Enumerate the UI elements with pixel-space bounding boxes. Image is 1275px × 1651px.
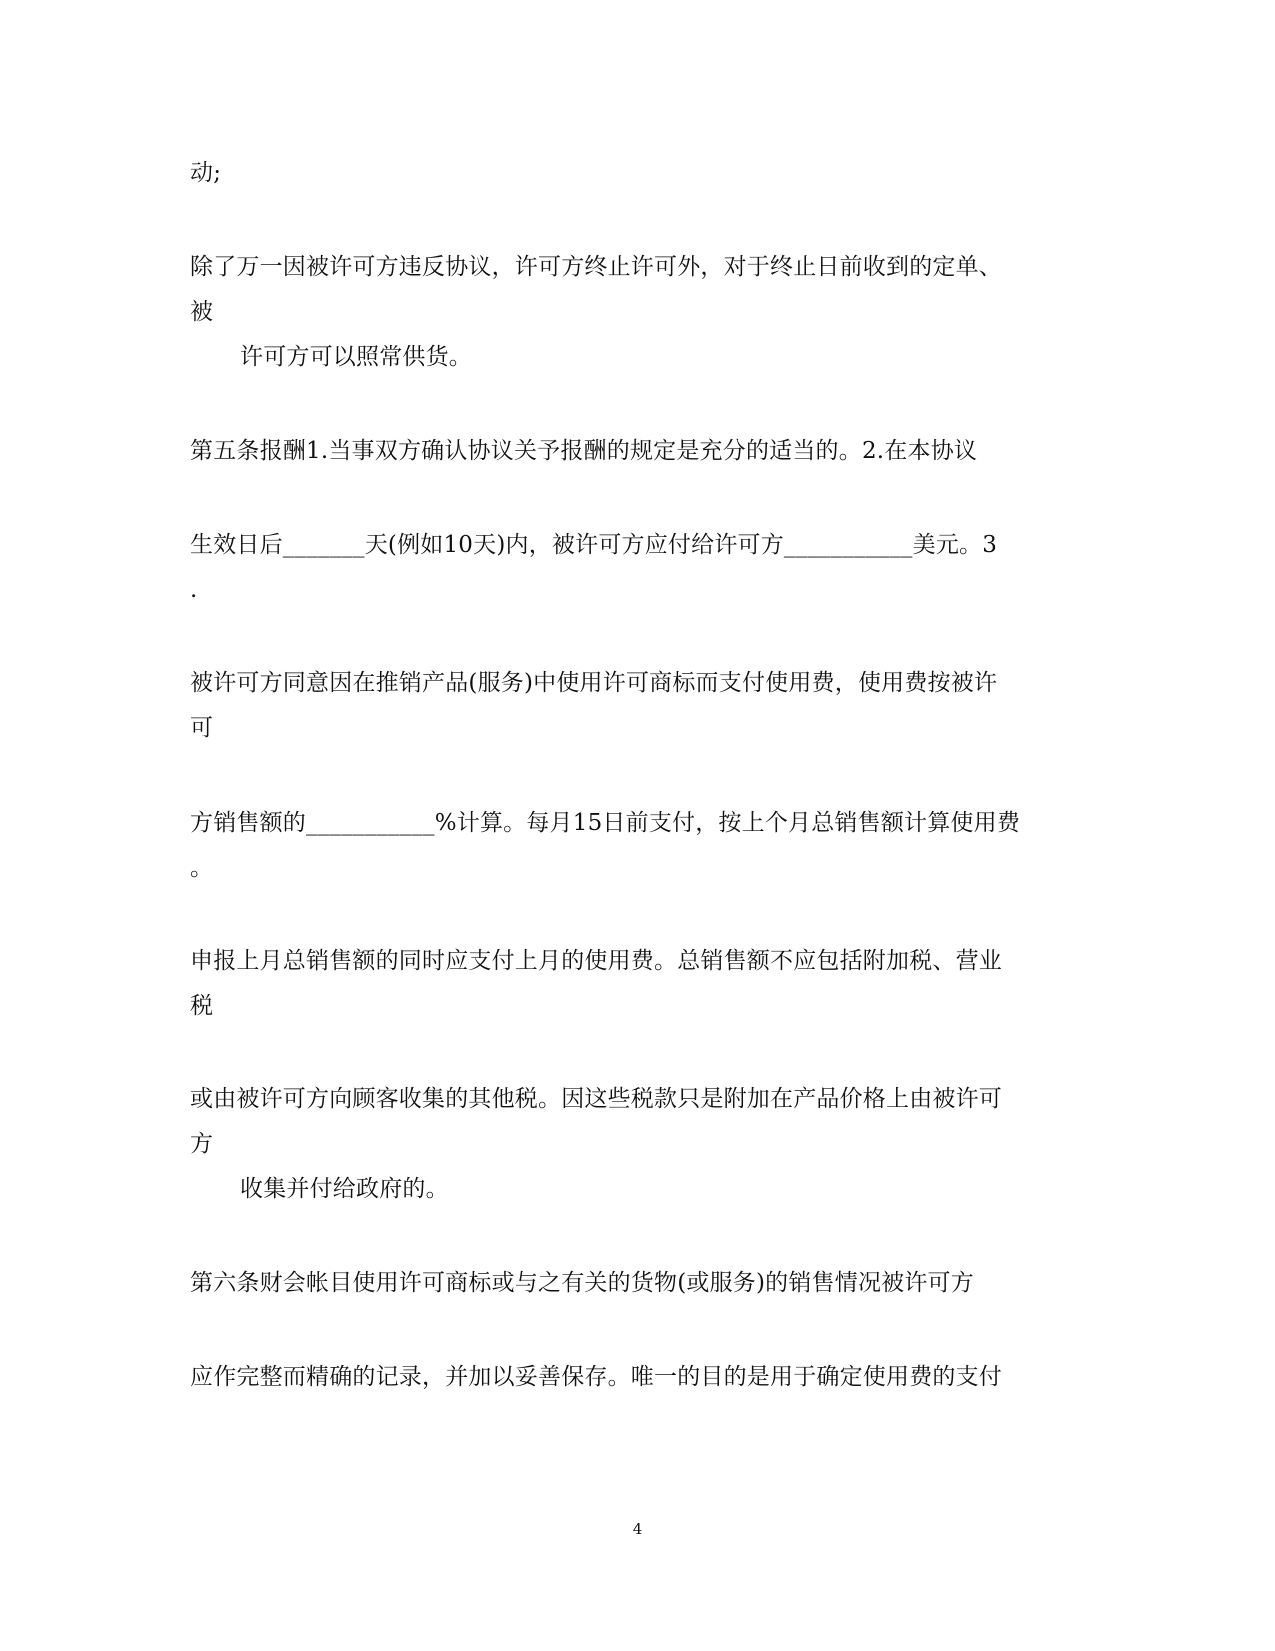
text-line: 第六条财会帐目使用许可商标或与之有关的货物(或服务)的销售情况被许可方 — [190, 1270, 974, 1296]
text-line: . — [190, 577, 198, 603]
text-line: 申报上月总销售额的同时应支付上月的使用费。总销售额不应包括附加税、营业 — [190, 948, 1002, 974]
text-line: 收集并付给政府的。 — [240, 1176, 449, 1202]
text-line: 除了万一因被许可方违反协议，许可方终止许可外，对于终止日前收到的定单、 — [190, 254, 1002, 280]
text-line: 许可方可以照常供货。 — [240, 344, 472, 370]
text-line: 被 — [190, 299, 214, 325]
text-line: 第五条报酬1.当事双方确认协议关予报酬的规定是充分的适当的。2.在本协议 — [190, 438, 978, 464]
text-line: 被许可方同意因在推销产品(服务)中使用许可商标而支付使用费，使用费按被许 — [190, 670, 998, 696]
text-line: 或由被许可方向顾客收集的其他税。因这些税款只是附加在产品价格上由被许可 — [190, 1086, 1002, 1112]
text-line: 。 — [190, 855, 214, 881]
text-line: 可 — [190, 715, 214, 741]
text-line: 方销售额的___________%计算。每月15日前支付，按上个月总销售额计算使用费 — [190, 810, 1021, 836]
text-line: 动; — [190, 160, 222, 186]
text-line: 应作完整而精确的记录，并加以妥善保存。唯一的目的是用于确定使用费的支付 — [190, 1364, 1002, 1390]
text-line: 税 — [190, 993, 214, 1019]
text-line: 方 — [190, 1131, 214, 1157]
page-number: 4 — [632, 1520, 643, 1538]
text-line: 生效日后_______天(例如10天)内，被许可方应付给许可方___________美元。3 — [190, 532, 998, 558]
